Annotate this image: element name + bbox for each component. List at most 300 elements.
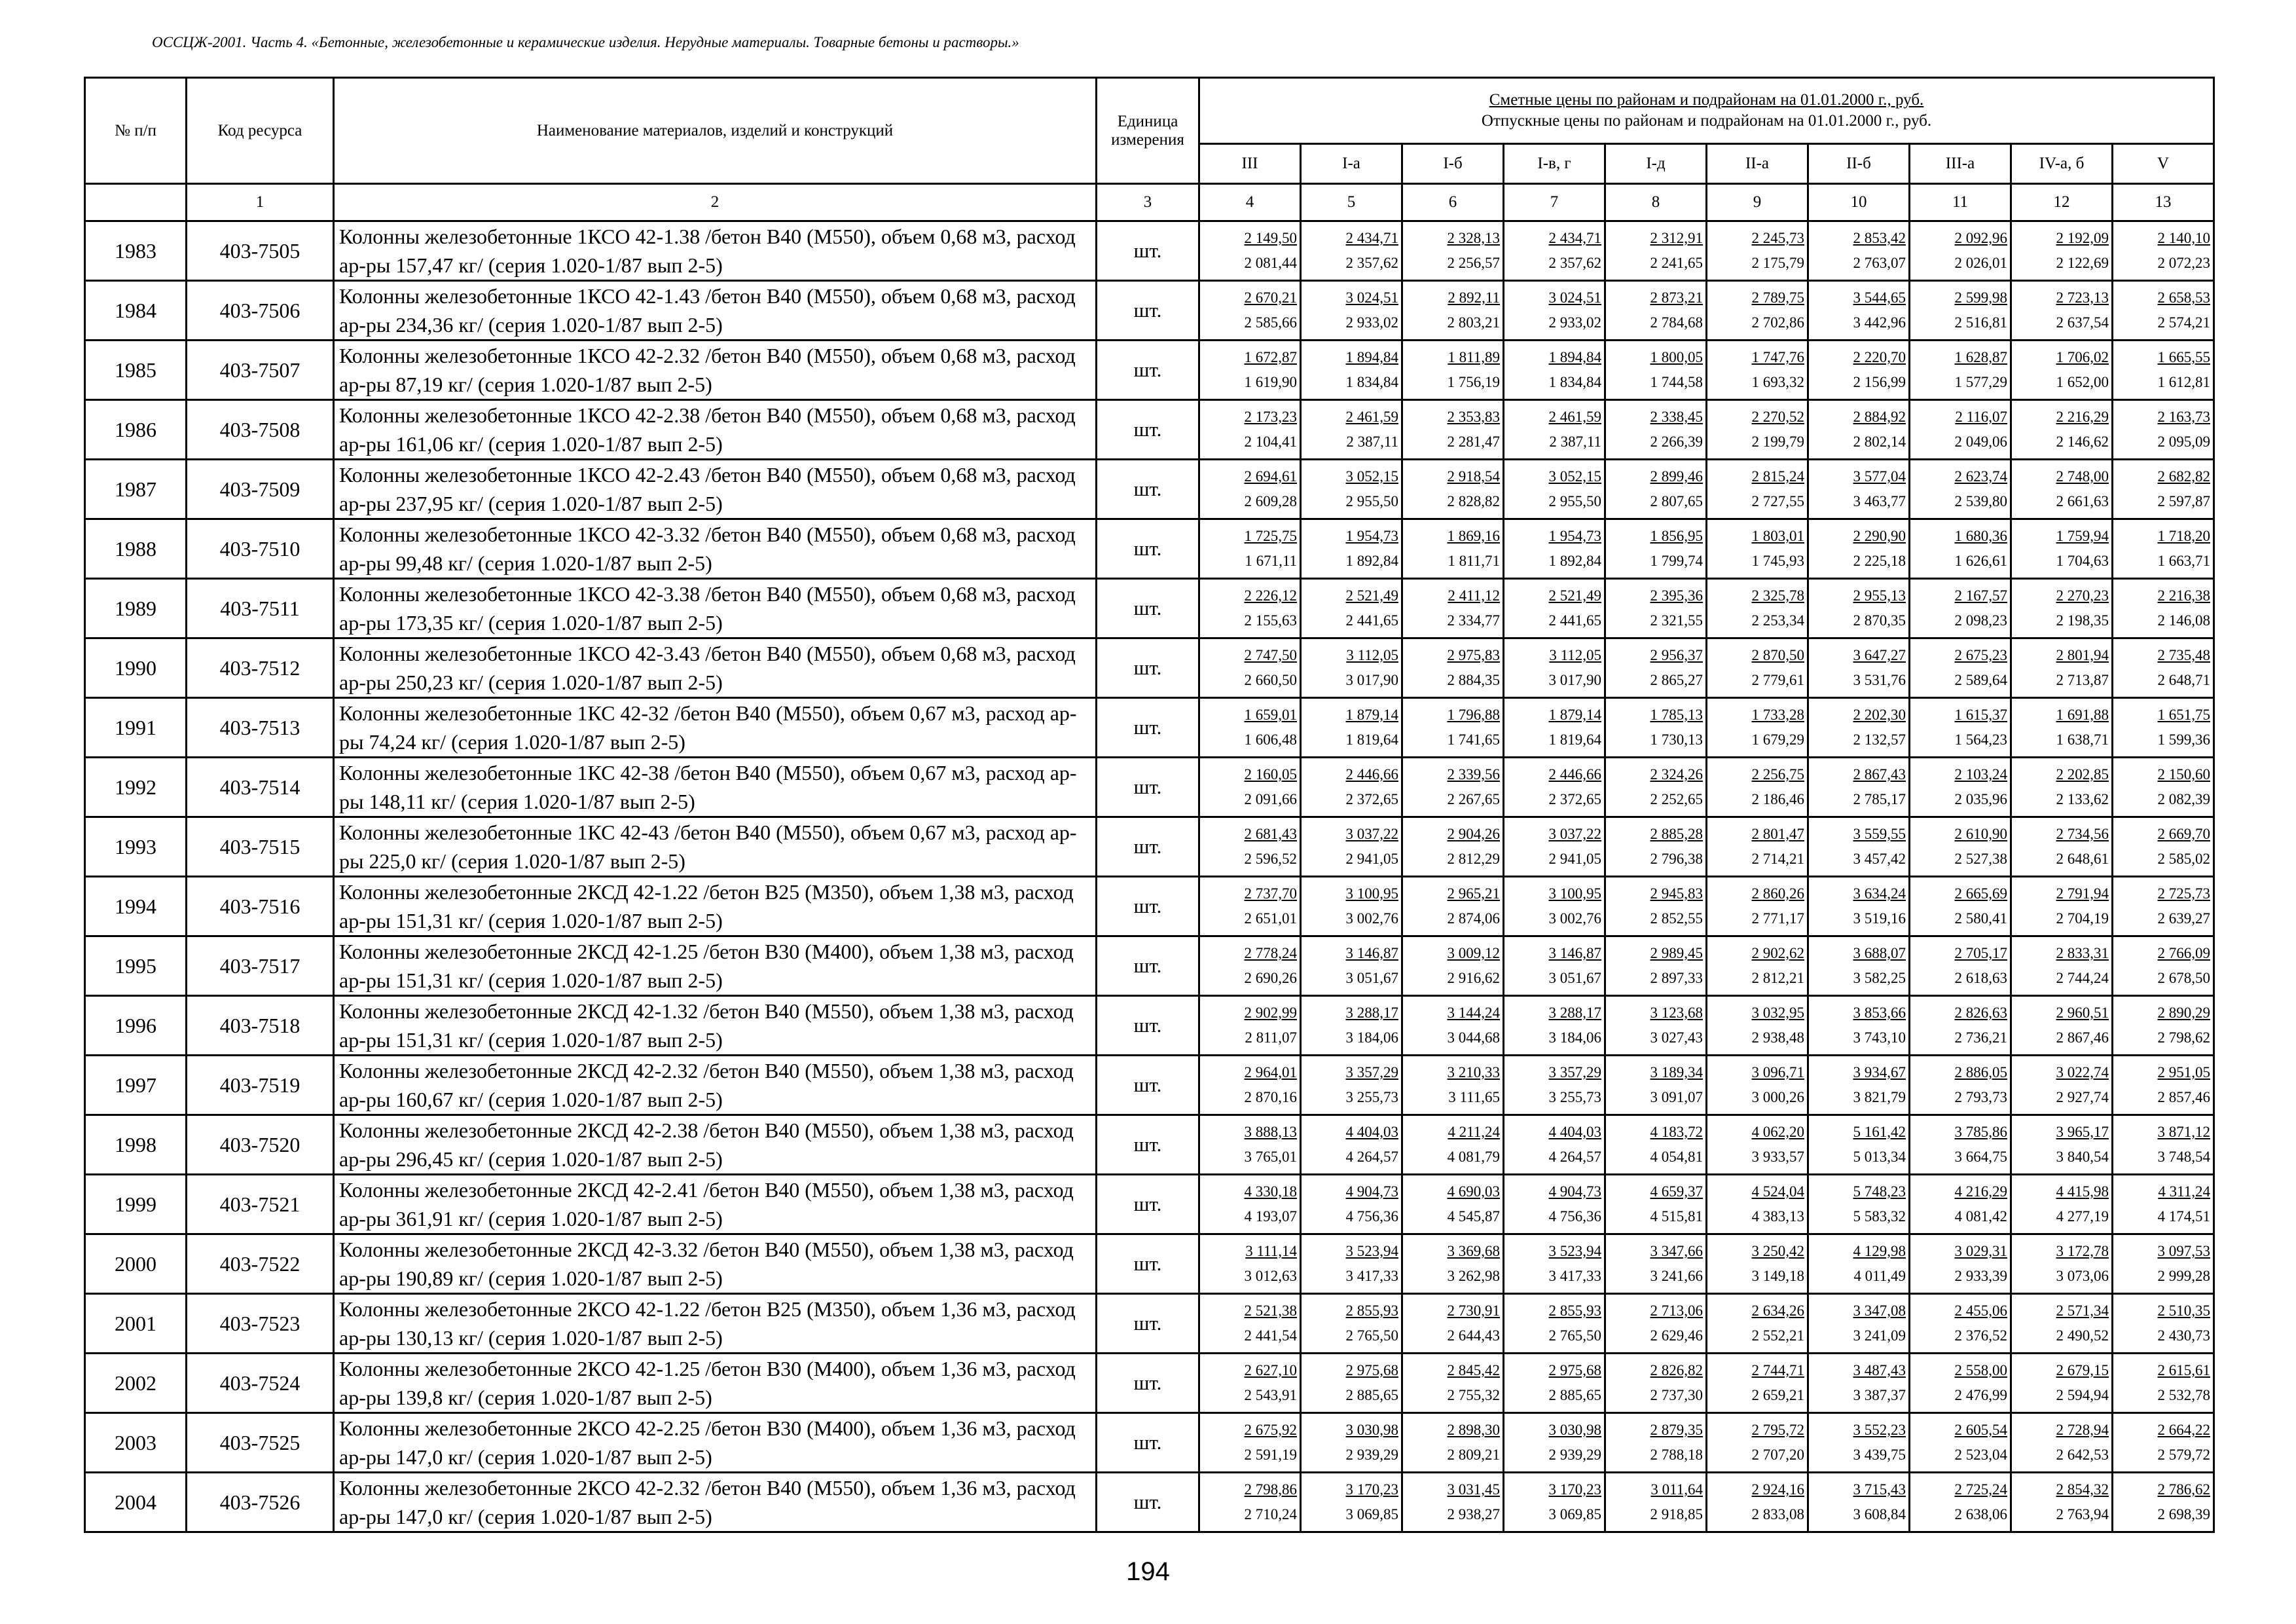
release-price: 2 690,26 xyxy=(1244,970,1297,986)
price-cell xyxy=(1402,400,1504,460)
estimate-price: 1 615,37 xyxy=(1954,707,2007,723)
row-number: 2002 xyxy=(85,1354,187,1413)
price-cell xyxy=(2011,698,2113,758)
price-cell xyxy=(1199,460,1301,519)
release-price: 2 755,32 xyxy=(1447,1387,1500,1403)
price-cell xyxy=(1301,579,1402,638)
release-price: 2 543,91 xyxy=(1244,1387,1297,1403)
header-column-number: 8 xyxy=(1605,184,1707,221)
resource-code: 403-7518 xyxy=(187,996,334,1056)
estimate-price: 3 009,12 xyxy=(1447,945,1500,961)
estimate-price: 3 544,65 xyxy=(1853,289,1906,306)
release-price: 1 638,71 xyxy=(2056,731,2109,748)
release-price: 2 580,41 xyxy=(1954,910,2007,927)
estimate-price: 1 747,76 xyxy=(1751,349,1804,365)
price-cell xyxy=(2011,936,2113,996)
release-price: 2 082,39 xyxy=(2157,791,2211,807)
price-cell xyxy=(2011,817,2113,877)
price-cell xyxy=(1910,758,2011,817)
material-name: Колонны железобетонные 1КСО 42-2.43 /бетон В40 (М550), объем 0,68 м3, расход ар-ры 237,95 кг/ (серия 1.020-1/87 вып 2-5) xyxy=(334,460,1097,519)
release-price: 2 659,21 xyxy=(1751,1387,1804,1403)
estimate-price: 2 160,05 xyxy=(1244,766,1297,783)
header-column-number: 10 xyxy=(1808,184,1910,221)
estimate-price: 2 890,29 xyxy=(2157,1005,2211,1021)
release-price: 1 704,63 xyxy=(2056,553,2109,569)
estimate-price: 1 954,73 xyxy=(1548,528,1601,544)
row-number: 1991 xyxy=(85,698,187,758)
header-code: Код ресурса xyxy=(187,78,334,184)
estimate-price: 1 954,73 xyxy=(1345,528,1398,544)
material-name: Колонны железобетонные 1КСО 42-2.32 /бетон В40 (М550), объем 0,68 м3, расход ар-ры 87,19 кг/ (серия 1.020-1/87 вып 2-5) xyxy=(334,341,1097,400)
estimate-price: 3 029,31 xyxy=(1954,1243,2007,1259)
price-cell xyxy=(1301,1473,1402,1532)
estimate-price: 2 521,38 xyxy=(1244,1302,1297,1319)
release-price: 4 193,07 xyxy=(1244,1208,1297,1225)
release-price: 2 765,50 xyxy=(1548,1327,1601,1344)
release-price: 3 262,98 xyxy=(1447,1268,1500,1284)
estimate-price: 2 744,71 xyxy=(1751,1362,1804,1378)
price-cell xyxy=(1504,698,1605,758)
estimate-price: 2 951,05 xyxy=(2157,1064,2211,1080)
release-price: 2 793,73 xyxy=(1954,1089,2007,1105)
row-number: 1997 xyxy=(85,1056,187,1115)
estimate-price: 2 092,96 xyxy=(1954,230,2007,246)
release-price: 2 372,65 xyxy=(1345,791,1398,807)
price-cell xyxy=(1808,519,1910,579)
release-price: 2 049,06 xyxy=(1954,434,2007,450)
release-price: 2 938,27 xyxy=(1447,1506,1500,1522)
unit: шт. xyxy=(1097,1056,1199,1115)
price-cell xyxy=(1605,341,1707,400)
table-row xyxy=(85,281,2214,341)
price-cell xyxy=(1808,817,1910,877)
estimate-price: 1 680,36 xyxy=(1954,528,2007,544)
release-price: 3 417,33 xyxy=(1548,1268,1601,1284)
table-row xyxy=(85,460,2214,519)
header-district: IV-а, б xyxy=(2011,144,2113,184)
estimate-price: 2 845,42 xyxy=(1447,1362,1500,1378)
release-price: 2 539,80 xyxy=(1954,493,2007,509)
release-price: 2 798,62 xyxy=(2157,1029,2211,1046)
estimate-price: 3 357,29 xyxy=(1548,1064,1601,1080)
release-price: 1 730,13 xyxy=(1650,731,1703,748)
estimate-price: 2 975,68 xyxy=(1345,1362,1398,1378)
estimate-price: 3 288,17 xyxy=(1548,1005,1601,1021)
estimate-price: 2 353,83 xyxy=(1447,409,1500,425)
material-name: Колонны железобетонные 2КСО 42-2.32 /бетон В40 (М550), объем 1,36 м3, расход ар-ры 147,0 кг/ (серия 1.020-1/87 вып 2-5) xyxy=(334,1473,1097,1532)
header-unit: Единица измерения xyxy=(1097,78,1199,184)
price-cell xyxy=(1707,281,1808,341)
estimate-price: 3 170,23 xyxy=(1345,1481,1398,1498)
price-cell xyxy=(1199,877,1301,936)
estimate-price: 1 811,89 xyxy=(1448,349,1500,365)
price-cell xyxy=(1808,877,1910,936)
release-price: 2 763,07 xyxy=(1853,255,1906,271)
price-cell xyxy=(1605,1175,1707,1234)
price-cell xyxy=(1910,400,2011,460)
header-district: I-в, г xyxy=(1504,144,1605,184)
price-cell xyxy=(1199,1115,1301,1175)
estimate-price: 3 144,24 xyxy=(1447,1005,1500,1021)
price-cell xyxy=(1402,281,1504,341)
row-number: 1983 xyxy=(85,221,187,281)
release-price: 2 387,11 xyxy=(1549,434,1601,450)
price-cell xyxy=(1910,1115,2011,1175)
price-cell xyxy=(1910,698,2011,758)
release-price: 4 174,51 xyxy=(2157,1208,2211,1225)
estimate-price: 3 288,17 xyxy=(1345,1005,1398,1021)
price-cell xyxy=(1808,638,1910,698)
estimate-price: 2 735,48 xyxy=(2157,647,2211,663)
price-cell xyxy=(1402,519,1504,579)
release-price: 3 608,84 xyxy=(1853,1506,1906,1522)
resource-code: 403-7516 xyxy=(187,877,334,936)
estimate-price: 4 690,03 xyxy=(1447,1183,1500,1200)
release-price: 2 281,47 xyxy=(1447,434,1500,450)
price-cell xyxy=(1808,996,1910,1056)
release-price: 2 865,27 xyxy=(1650,672,1703,688)
row-number: 1994 xyxy=(85,877,187,936)
price-cell xyxy=(1504,281,1605,341)
estimate-price: 3 024,51 xyxy=(1345,289,1398,306)
price-cell xyxy=(1504,817,1605,877)
table-row xyxy=(85,996,2214,1056)
estimate-price: 4 404,03 xyxy=(1548,1124,1601,1140)
release-price: 2 175,79 xyxy=(1751,255,1804,271)
estimate-price: 3 688,07 xyxy=(1853,945,1906,961)
row-number: 1990 xyxy=(85,638,187,698)
table-row xyxy=(85,1413,2214,1473)
estimate-price: 2 826,82 xyxy=(1650,1362,1703,1378)
price-cell xyxy=(2113,1473,2214,1532)
estimate-price: 2 455,06 xyxy=(1954,1302,2007,1319)
table-row xyxy=(85,579,2214,638)
release-price: 2 704,19 xyxy=(2056,910,2109,927)
resource-code: 403-7505 xyxy=(187,221,334,281)
header-column-number: 9 xyxy=(1707,184,1808,221)
estimate-price: 2 521,49 xyxy=(1345,587,1398,604)
release-price: 2 132,57 xyxy=(1853,731,1906,748)
estimate-price: 2 728,94 xyxy=(2056,1422,2109,1438)
price-cell xyxy=(1707,1413,1808,1473)
release-price: 2 637,54 xyxy=(2056,314,2109,331)
release-price: 2 357,62 xyxy=(1345,255,1398,271)
price-cell xyxy=(1199,400,1301,460)
price-cell xyxy=(1301,758,1402,817)
release-price: 3 519,16 xyxy=(1853,910,1906,927)
release-price: 1 834,84 xyxy=(1345,374,1398,390)
price-cell xyxy=(1402,698,1504,758)
release-price: 5 013,34 xyxy=(1853,1149,1906,1165)
estimate-price: 3 097,53 xyxy=(2157,1243,2211,1259)
release-price: 2 833,08 xyxy=(1751,1506,1804,1522)
release-price: 2 253,34 xyxy=(1751,612,1804,629)
price-cell xyxy=(1504,877,1605,936)
release-price: 2 441,65 xyxy=(1548,612,1601,629)
estimate-price: 2 290,90 xyxy=(1853,528,1906,544)
estimate-price: 2 558,00 xyxy=(1954,1362,2007,1378)
estimate-price: 2 791,94 xyxy=(2056,885,2109,902)
estimate-price: 2 615,61 xyxy=(2157,1362,2211,1378)
release-price: 4 383,13 xyxy=(1751,1208,1804,1225)
release-price: 3 933,57 xyxy=(1751,1149,1804,1165)
estimate-price: 1 628,87 xyxy=(1954,349,2007,365)
estimate-price: 2 605,54 xyxy=(1954,1422,2007,1438)
row-number: 2001 xyxy=(85,1294,187,1354)
estimate-price: 2 860,26 xyxy=(1751,885,1804,902)
header-district: III-а xyxy=(1910,144,2011,184)
price-cell xyxy=(1402,996,1504,1056)
release-price: 4 264,57 xyxy=(1548,1149,1601,1165)
estimate-price: 2 328,13 xyxy=(1447,230,1500,246)
price-cell xyxy=(1301,638,1402,698)
price-cell xyxy=(1301,698,1402,758)
row-number: 2004 xyxy=(85,1473,187,1532)
estimate-price: 2 192,09 xyxy=(2056,230,2109,246)
price-cell xyxy=(1707,341,1808,400)
price-cell xyxy=(2011,341,2113,400)
estimate-price: 3 523,94 xyxy=(1548,1243,1601,1259)
estimate-price: 1 800,05 xyxy=(1650,349,1703,365)
row-number: 1993 xyxy=(85,817,187,877)
table-row xyxy=(85,400,2214,460)
release-price: 2 589,64 xyxy=(1954,672,2007,688)
estimate-price: 3 888,13 xyxy=(1244,1124,1297,1140)
price-cell xyxy=(1199,341,1301,400)
release-price: 2 714,21 xyxy=(1751,851,1804,867)
release-price: 3 184,06 xyxy=(1548,1029,1601,1046)
release-price: 3 442,96 xyxy=(1853,314,1906,331)
price-cell xyxy=(1910,936,2011,996)
price-cell xyxy=(2113,638,2214,698)
price-cell xyxy=(1910,638,2011,698)
table-row xyxy=(85,936,2214,996)
release-price: 2 579,72 xyxy=(2157,1447,2211,1463)
table-row xyxy=(85,1115,2214,1175)
release-price: 2 122,69 xyxy=(2056,255,2109,271)
estimate-price: 3 146,87 xyxy=(1345,945,1398,961)
release-price: 3 463,77 xyxy=(1853,493,1906,509)
release-price: 1 741,65 xyxy=(1447,731,1500,748)
release-price: 2 707,20 xyxy=(1751,1447,1804,1463)
release-price: 2 779,61 xyxy=(1751,672,1804,688)
price-cell xyxy=(1199,1175,1301,1234)
resource-code: 403-7514 xyxy=(187,758,334,817)
estimate-price: 2 627,10 xyxy=(1244,1362,1297,1378)
release-price: 2 629,46 xyxy=(1650,1327,1703,1344)
header-district: I-д xyxy=(1605,144,1707,184)
estimate-price: 2 116,07 xyxy=(1955,409,2007,425)
estimate-price: 2 855,93 xyxy=(1345,1302,1398,1319)
estimate-price: 1 796,88 xyxy=(1447,707,1500,723)
price-cell xyxy=(1199,519,1301,579)
estimate-price: 3 250,42 xyxy=(1751,1243,1804,1259)
estimate-price: 4 216,29 xyxy=(1954,1183,2007,1200)
price-cell xyxy=(2011,460,2113,519)
estimate-price: 3 487,43 xyxy=(1853,1362,1906,1378)
estimate-price: 3 111,14 xyxy=(1245,1243,1297,1259)
estimate-price: 3 011,64 xyxy=(1650,1481,1703,1498)
release-price: 2 609,28 xyxy=(1244,493,1297,509)
price-cell xyxy=(2113,579,2214,638)
release-price: 1 819,64 xyxy=(1548,731,1601,748)
release-price: 2 939,29 xyxy=(1548,1447,1601,1463)
release-price: 3 748,54 xyxy=(2157,1149,2211,1165)
release-price: 2 884,35 xyxy=(1447,672,1500,688)
release-price: 2 225,18 xyxy=(1853,553,1906,569)
price-cell xyxy=(1808,1234,1910,1294)
release-price: 3 149,18 xyxy=(1751,1268,1804,1284)
price-cell xyxy=(2113,877,2214,936)
release-price: 2 552,21 xyxy=(1751,1327,1804,1344)
price-cell xyxy=(2011,638,2113,698)
price-cell xyxy=(1402,460,1504,519)
release-price: 2 256,57 xyxy=(1447,255,1500,271)
release-price: 3 439,75 xyxy=(1853,1447,1906,1463)
estimate-price: 2 904,26 xyxy=(1447,826,1500,842)
row-number: 1987 xyxy=(85,460,187,519)
price-cell xyxy=(1808,1473,1910,1532)
price-cell xyxy=(1504,1115,1605,1175)
price-cell xyxy=(1707,936,1808,996)
estimate-price: 2 879,35 xyxy=(1650,1422,1703,1438)
release-price: 2 516,81 xyxy=(1954,314,2007,331)
estimate-price: 2 713,06 xyxy=(1650,1302,1703,1319)
price-cell xyxy=(1808,221,1910,281)
estimate-price: 2 411,12 xyxy=(1448,587,1500,604)
release-price: 2 098,23 xyxy=(1954,612,2007,629)
price-cell xyxy=(1707,758,1808,817)
price-cell xyxy=(1808,400,1910,460)
price-cell xyxy=(1910,1294,2011,1354)
header-column-number: 1 xyxy=(187,184,334,221)
resource-code: 403-7524 xyxy=(187,1354,334,1413)
release-price: 2 727,55 xyxy=(1751,493,1804,509)
estimate-price: 3 577,04 xyxy=(1853,468,1906,485)
unit: шт. xyxy=(1097,221,1199,281)
estimate-price: 2 395,36 xyxy=(1650,587,1703,604)
unit: шт. xyxy=(1097,1413,1199,1473)
price-cell xyxy=(1199,579,1301,638)
price-cell xyxy=(1301,936,1402,996)
release-price: 2 081,44 xyxy=(1244,255,1297,271)
unit: шт. xyxy=(1097,758,1199,817)
price-cell xyxy=(2113,281,2214,341)
release-price: 2 648,71 xyxy=(2157,672,2211,688)
unit: шт. xyxy=(1097,1354,1199,1413)
release-price: 4 081,79 xyxy=(1447,1149,1500,1165)
price-cell xyxy=(1605,877,1707,936)
estimate-price: 2 924,16 xyxy=(1751,1481,1804,1498)
estimate-price: 2 853,42 xyxy=(1853,230,1906,246)
estimate-price: 3 096,71 xyxy=(1751,1064,1804,1080)
estimate-price: 2 694,61 xyxy=(1244,468,1297,485)
unit: шт. xyxy=(1097,1115,1199,1175)
price-cell xyxy=(1301,341,1402,400)
header-column-number: 2 xyxy=(334,184,1097,221)
price-cell xyxy=(1402,877,1504,936)
price-cell xyxy=(1910,996,2011,1056)
release-price: 2 372,65 xyxy=(1548,791,1601,807)
estimate-price: 2 245,73 xyxy=(1751,230,1804,246)
estimate-price: 2 892,11 xyxy=(1448,289,1500,306)
release-price: 3 111,65 xyxy=(1448,1089,1500,1105)
resource-code: 403-7507 xyxy=(187,341,334,400)
price-cell xyxy=(1402,1056,1504,1115)
release-price: 2 802,14 xyxy=(1853,434,1906,450)
release-price: 2 828,82 xyxy=(1447,493,1500,509)
release-price: 2 527,38 xyxy=(1954,851,2007,867)
release-price: 2 812,29 xyxy=(1447,851,1500,867)
estimate-price: 2 202,85 xyxy=(2056,766,2109,783)
estimate-price: 2 339,56 xyxy=(1447,766,1500,783)
release-price: 5 583,32 xyxy=(1853,1208,1906,1225)
estimate-price: 3 052,15 xyxy=(1548,468,1601,485)
material-name: Колонны железобетонные 1КСО 42-1.38 /бетон В40 (М550), объем 0,68 м3, расход ар-ры 157,47 кг/ (серия 1.020-1/87 вып 2-5) xyxy=(334,221,1097,281)
row-number: 1989 xyxy=(85,579,187,638)
release-price: 4 756,36 xyxy=(1345,1208,1398,1225)
row-number: 1996 xyxy=(85,996,187,1056)
release-price: 3 664,75 xyxy=(1954,1149,2007,1165)
release-price: 1 819,64 xyxy=(1345,731,1398,748)
price-cell xyxy=(2113,996,2214,1056)
release-price: 1 599,36 xyxy=(2157,731,2211,748)
release-price: 1 626,61 xyxy=(1954,553,2007,569)
header-column-number: 5 xyxy=(1301,184,1402,221)
release-price: 3 184,06 xyxy=(1345,1029,1398,1046)
price-cell xyxy=(1910,281,2011,341)
release-price: 4 515,81 xyxy=(1650,1208,1703,1225)
price-table xyxy=(84,77,2215,1533)
estimate-price: 2 324,26 xyxy=(1650,766,1703,783)
price-cell xyxy=(1808,460,1910,519)
estimate-price: 4 904,73 xyxy=(1345,1183,1398,1200)
page-number: 194 xyxy=(1126,1557,1170,1586)
price-cell xyxy=(1301,1175,1402,1234)
release-price: 2 638,06 xyxy=(1954,1506,2007,1522)
price-cell xyxy=(1707,519,1808,579)
estimate-price: 4 524,04 xyxy=(1751,1183,1804,1200)
price-cell xyxy=(1808,1175,1910,1234)
estimate-price: 3 112,05 xyxy=(1549,647,1601,663)
resource-code: 403-7520 xyxy=(187,1115,334,1175)
estimate-price: 2 854,32 xyxy=(2056,1481,2109,1498)
release-price: 2 852,55 xyxy=(1650,910,1703,927)
release-price: 2 736,21 xyxy=(1954,1029,2007,1046)
estimate-price: 2 886,05 xyxy=(1954,1064,2007,1080)
estimate-price: 4 659,37 xyxy=(1650,1183,1703,1200)
price-cell xyxy=(2113,1056,2214,1115)
release-price: 2 938,48 xyxy=(1751,1029,1804,1046)
unit: шт. xyxy=(1097,519,1199,579)
estimate-price: 1 665,55 xyxy=(2157,349,2211,365)
release-price: 2 710,24 xyxy=(1244,1506,1297,1522)
price-cell xyxy=(1605,460,1707,519)
release-price: 2 490,52 xyxy=(2056,1327,2109,1344)
release-price: 2 091,66 xyxy=(1244,791,1297,807)
estimate-price: 2 665,69 xyxy=(1954,885,2007,902)
estimate-price: 2 747,50 xyxy=(1244,647,1297,663)
price-cell xyxy=(1301,221,1402,281)
release-price: 1 811,71 xyxy=(1448,553,1500,569)
price-cell xyxy=(1301,281,1402,341)
price-cell xyxy=(2113,519,2214,579)
table-row xyxy=(85,1175,2214,1234)
price-cell xyxy=(1605,1413,1707,1473)
estimate-price: 1 651,75 xyxy=(2157,707,2211,723)
estimate-price: 3 100,95 xyxy=(1345,885,1398,902)
price-cell xyxy=(1910,1354,2011,1413)
